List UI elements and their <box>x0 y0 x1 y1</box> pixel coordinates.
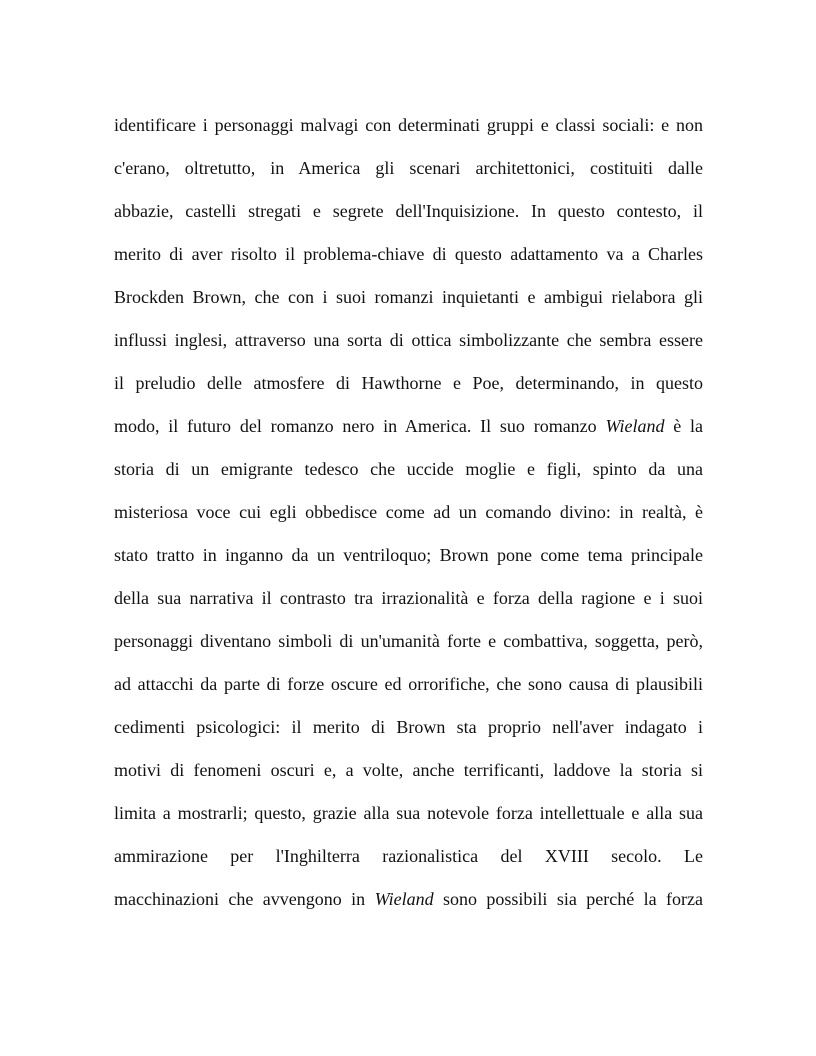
text-line-part: sono possibili sia perché la forza <box>443 889 703 909</box>
text-line: della sua narrativa il contrasto tra irrazionalità e forza della ragione e i suoi <box>114 588 703 608</box>
text-line <box>114 886 703 929</box>
text-line: ammirazione per l'Inghilterra razionalistica del XVIII secolo. Le <box>114 846 703 866</box>
text-line: stato tratto in inganno da un ventriloquo; Brown pone come tema principale <box>114 545 703 565</box>
italic-title: Wieland <box>605 416 665 436</box>
text-line: personaggi diventano simboli di un'umanità forte e combattiva, soggetta, però, <box>114 631 703 651</box>
text-line-part: macchinazioni che avvengono in <box>114 889 366 909</box>
text-line: cedimenti psicologici: il merito di Brown sta proprio nell'aver indagato i <box>114 717 703 737</box>
text-line: c'erano, oltretutto, in America gli scenari architettonici, costituiti dalle <box>114 158 703 178</box>
text-line: storia di un emigrante tedesco che uccide moglie e figli, spinto da una <box>114 459 703 479</box>
text-line: motivi di fenomeni oscuri e, a volte, anche terrificanti, laddove la storia si <box>114 760 703 780</box>
text-line: misteriosa voce cui egli obbedisce come ad un comando divino: in realtà, è <box>114 502 703 522</box>
text-line-part: modo, il futuro del romanzo nero in America. Il suo romanzo <box>114 416 597 436</box>
text-line: ad attacchi da parte di forze oscure ed orrorifiche, che sono causa di plausibili <box>114 674 703 694</box>
text-line: il preludio delle atmosfere di Hawthorne e Poe, determinando, in questo <box>114 373 703 393</box>
text-line: abbazie, castelli stregati e segrete dell'Inquisizione. In questo contesto, il <box>114 201 703 221</box>
italic-title: Wieland <box>374 889 434 909</box>
text-line: identificare i personaggi malvagi con determinati gruppi e classi sociali: e non <box>114 115 703 135</box>
text-line: influssi inglesi, attraverso una sorta di ottica simbolizzante che sembra essere <box>114 330 703 350</box>
text-line: merito di aver risolto il problema-chiave di questo adattamento va a Charles <box>114 244 703 264</box>
text-line <box>114 413 703 456</box>
text-line-part: è la <box>673 416 703 436</box>
text-line: Brockden Brown, che con i suoi romanzi inquietanti e ambigui rielabora gli <box>114 287 703 307</box>
body-text <box>114 112 703 929</box>
text-line: limita a mostrarli; questo, grazie alla sua notevole forza intellettuale e alla sua <box>114 803 703 823</box>
